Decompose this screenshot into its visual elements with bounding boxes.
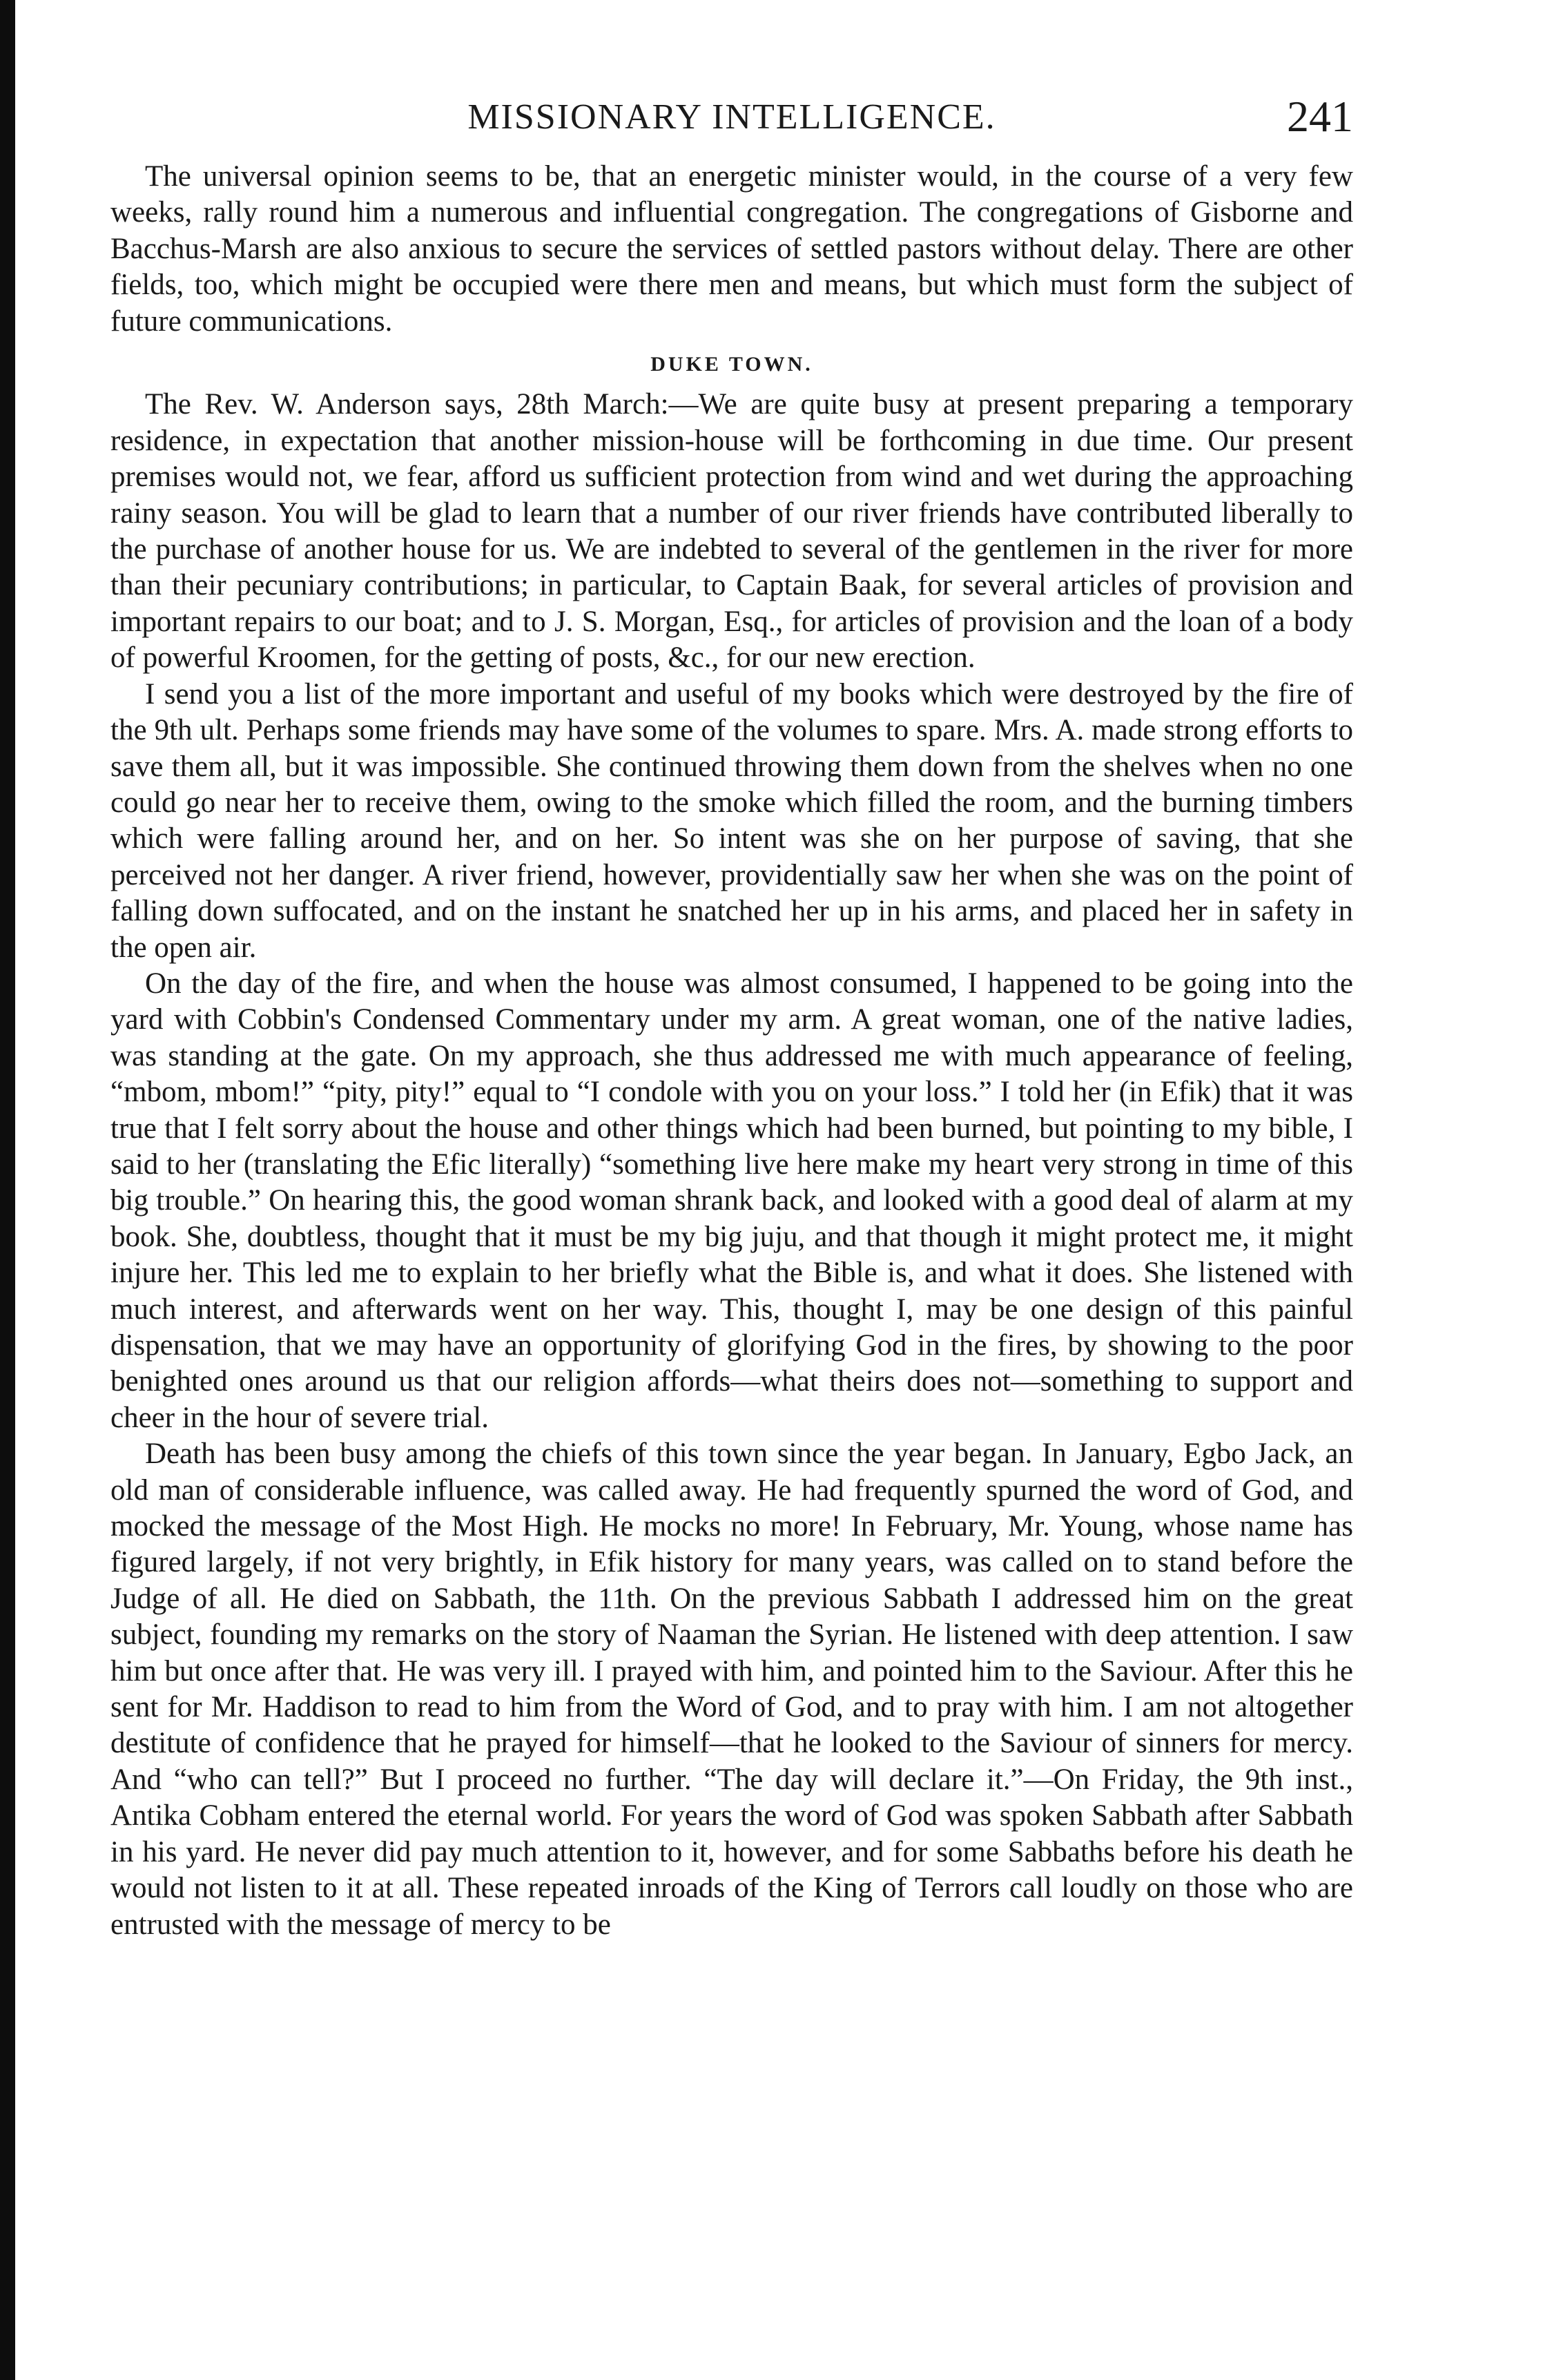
paragraph-day-of-fire: On the day of the fire, and when the house was almost consumed, I happened to be going into the yard with Cobbin's Condensed Commentary under my arm. A great woman, one of the native ladies, was standing at the gate. On my approach, she thus addressed me with much appearance of feeling, “mbom, mbom!” “pity, pity!” equal to “I condole with you on your loss.” I told her (in Efik) that it was true that I felt sorry about the house and other things which had been burned, but pointing to my bible, I said to her (translating the Efic literally) “something live here make my heart very strong in time of this big trouble.” On hearing this, the good woman shrank back, and looked with a good deal of alarm at my book. She, doubtless, thought that it must be my big juju, and that though it might protect me, it might injure her. This led me to explain to her briefly what the Bible is, and what it does. She listened with much interest, and afterwards went on her way. This, thought I, may be one design of this painful dispensation, that we may have an opportunity of glorifying God in the fires, by showing to the poor benighted ones around us that our religion affords—what theirs does not—something to support and cheer in the hour of severe trial. [110, 967, 1353, 1434]
page-number: 241 [1287, 92, 1353, 141]
running-head [110, 83, 1353, 159]
intro-paragraph: The universal opinion seems to be, that an energetic minister would, in the course of a very few weeks, rally round him a numerous and influential congregation. The congregations of Gisborne and Bacchus-Marsh are also anxious to secure the services of settled pastors without delay. There are other fields, too, which might be occupied were there men and means, but which must form the subject of future communications. [110, 160, 1353, 338]
section-heading: DUKE TOWN. [650, 353, 813, 376]
book-page [110, 83, 1353, 1943]
paragraph-anderson-letter: The Rev. W. Anderson says, 28th March:—We are quite busy at present preparing a temporary residence, in expectation that another mission-house will be forthcoming in due time. Our present premises would not, we fear, afford us sufficient protection from wind and wet during the approaching rainy season. You will be glad to learn that a number of our river friends have contributed liberally to the purchase of another house for us. We are indebted to several of the gentlemen in the river for more than their pecuniary contributions; in particular, to Captain Baak, for several articles of provision and important repairs to our boat; and to J. S. Morgan, Esq., for articles of provision and the loan of a body of powerful Kroomen, for the getting of posts, &c., for our new erection. [110, 388, 1353, 675]
paragraph-books-destroyed: I send you a list of the more important and useful of my books which were destroyed by the fire of the 9th ult. Perhaps some friends may have some of the volumes to spare. Mrs. A. made strong efforts to save them all, but it was impossible. She continued throwing them down from the shelves when no one could go near her to receive them, owing to the smoke which filled the room, and the burning timbers which were falling around her, and on her. So intent was she on her purpose of saving, that she perceived not her danger. A river friend, however, providentially saw her when she was on the point of falling down suffocated, and on the instant he snatched her up in his arms, and placed her in safety in the open air. [110, 677, 1353, 964]
binding-edge [0, 0, 15, 2380]
paragraph-death-of-chiefs: Death has been busy among the chiefs of this town since the year began. In January, Egbo Jack, an old man of considerable influence, was called away. He had frequently spurned the word of God, and mocked the message of the Most High. He mocks no more! In February, Mr. Young, whose name has figured largely, if not very brightly, in Efik history for many years, was called on to stand before the Judge of all. He died on Sabbath, the 11th. On the previous Sabbath I addressed him on the great subject, founding my remarks on the story of Naaman the Syrian. He listened with deep attention. I saw him but once after that. He was very ill. I prayed with him, and pointed him to the Saviour. After this he sent for Mr. Haddison to read to him from the Word of God, and to pray with him. I am not altogether destitute of confidence that he prayed for himself—that he looked to the Saviour of sinners for mercy. And “who can tell?” But I proceed no further. “The day will declare it.”—On Friday, the 9th inst., Antika Cobham entered the eternal world. For years the word of God was spoken Sabbath after Sabbath in his yard. He never did pay much attention to it, however, and for some Sabbaths before his death he would not listen to it at all. These repeated inroads of the King of Terrors call loudly on those who are entrusted with the message of mercy to be [110, 1438, 1353, 1941]
running-title: MISSIONARY INTELLIGENCE. [467, 97, 996, 137]
body-text [110, 159, 1353, 1943]
